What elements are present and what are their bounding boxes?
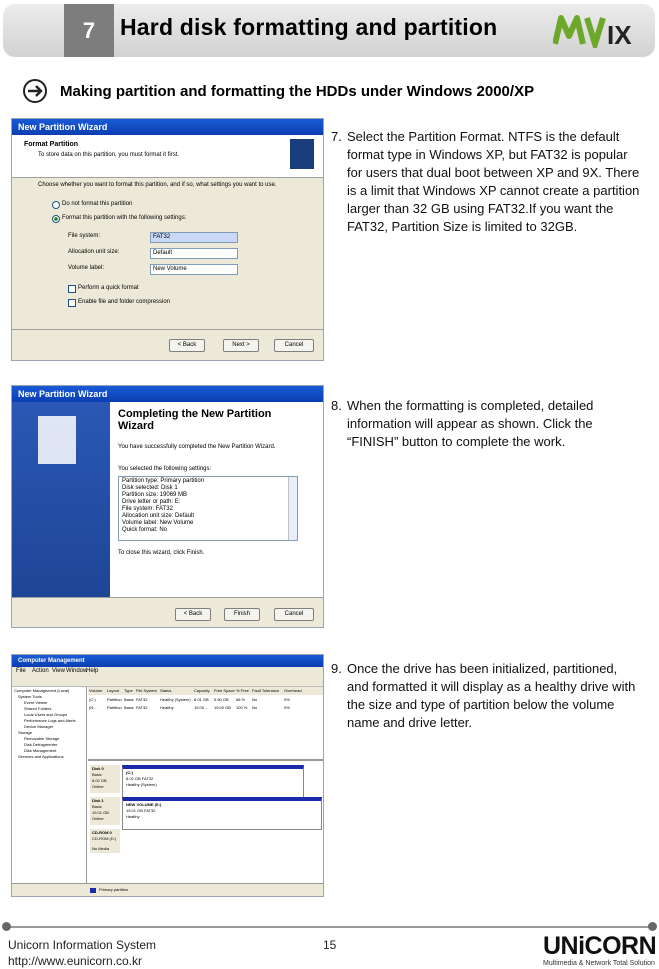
close-note: To close this wizard, click Finish. — [118, 550, 205, 556]
cancel-button[interactable]: Cancel — [274, 339, 314, 352]
setting-item: Disk selected: Disk 1 — [122, 485, 178, 491]
finish-button[interactable]: Finish — [224, 608, 260, 621]
file-system-select[interactable]: FAT32 — [150, 232, 238, 243]
next-button[interactable]: Next > — [223, 339, 259, 352]
no-format-label: Do not format this partition — [62, 201, 133, 207]
menu-file[interactable]: File — [16, 668, 26, 674]
tree-item[interactable]: Device Manager — [24, 724, 54, 729]
volume-label: Volume label: — [68, 265, 105, 271]
step-9 — [331, 660, 641, 732]
setting-item: Allocation unit size: Default — [122, 513, 195, 519]
setting-item: Volume label: New Volume — [122, 520, 194, 526]
table-row[interactable]: (N... Partition Basic FAT32 Healthy 19.00 ... 19.00 GB 100 % No 0% — [89, 705, 290, 710]
tree-item[interactable]: Storage — [18, 730, 33, 735]
tree-item[interactable]: Services and Applications — [18, 754, 64, 759]
legend-bar — [12, 883, 323, 897]
disk-label[interactable]: Disk 1 Basic 19.01 GB Online — [90, 797, 120, 825]
section-title: Making partition and formatting the HDDs under Windows 2000/XP — [60, 83, 535, 100]
column-header[interactable]: Overhead — [284, 688, 302, 693]
menu-window[interactable]: Window — [66, 668, 88, 674]
menu-help[interactable]: Help — [86, 668, 99, 674]
step-number: 9. — [331, 661, 342, 676]
tree-item[interactable]: Event Viewer — [24, 700, 48, 705]
toolbar — [12, 676, 323, 687]
file-system-label: File system: — [68, 233, 101, 239]
tree-item[interactable]: Disk Management — [24, 748, 57, 753]
legend-swatch — [90, 888, 96, 893]
company-name: Unicorn Information System — [8, 938, 157, 952]
tree-item[interactable]: Computer Management (Local) — [14, 688, 70, 693]
setting-item: File system: FAT32 — [122, 506, 173, 512]
no-format-radio[interactable] — [52, 201, 60, 209]
compression-label: Enable file and folder compression — [78, 299, 171, 305]
legend-label: Primary partition — [99, 887, 129, 892]
format-radio[interactable] — [52, 215, 60, 223]
volume-table-header — [88, 687, 323, 695]
alloc-label: Allocation unit size: — [68, 249, 120, 255]
column-header[interactable]: % Free — [236, 688, 249, 693]
column-header[interactable]: Free Space — [214, 688, 235, 693]
company-url[interactable]: http://www.eunicorn.co.kr — [8, 954, 143, 968]
setting-item: Quick format: No — [122, 527, 168, 533]
back-button[interactable]: < Back — [169, 339, 205, 352]
menu-action[interactable]: Action — [32, 668, 49, 674]
window-title: New Partition Wizard — [12, 386, 323, 402]
format-label: Format this partition with the following settings: — [62, 215, 187, 221]
cancel-button[interactable]: Cancel — [274, 608, 314, 621]
back-button[interactable]: < Back — [175, 608, 211, 621]
table-row[interactable]: (C:) Partition Basic FAT32 Healthy (System) 8.01 GB 5.50 GB 68 % No 0% — [89, 697, 290, 702]
menu-view[interactable]: View — [52, 668, 65, 674]
wizard-subheading: To store data on this partition, you must format it first. — [38, 152, 180, 158]
format-partition-screenshot — [11, 118, 324, 361]
footer-rule — [6, 926, 652, 928]
chapter-number: 7 — [64, 4, 114, 57]
disk-stack-icon — [290, 139, 314, 169]
page-number: 15 — [323, 938, 337, 952]
mvix-logo — [553, 14, 643, 48]
column-header[interactable]: Volume — [89, 688, 103, 693]
format-prompt: Choose whether you want to format this partition, and if so, what settings you want to use. — [38, 182, 277, 188]
disk-label[interactable]: Disk 0 Basic 8.02 GB Online — [90, 765, 120, 793]
tree-item[interactable]: Local Users and Groups — [24, 712, 68, 717]
column-header[interactable]: File System — [136, 688, 157, 693]
tree-item[interactable]: System Tools — [18, 694, 42, 699]
disk-label[interactable]: CD-ROM 0 CD-ROM (D:) No Media — [90, 829, 120, 853]
column-header[interactable]: Fault Tolerance — [252, 688, 280, 693]
tree-item[interactable]: Performance Logs and Alerts — [24, 718, 76, 723]
column-header[interactable]: Type — [124, 688, 133, 693]
quick-format-checkbox[interactable] — [68, 285, 76, 293]
setting-item: Drive letter or path: E: — [122, 499, 181, 505]
tree-item[interactable]: Removable Storage — [24, 736, 60, 741]
volume-input[interactable]: New Volume — [150, 264, 238, 275]
alloc-select[interactable]: Default — [150, 248, 238, 259]
unicorn-logo: UNiCORN — [543, 932, 657, 960]
setting-item: Partition size: 19069 MB — [122, 492, 188, 498]
step-text: When the formatting is completed, detailed information will appear as shown. Click the “FINISH” button to complete the work. — [347, 398, 594, 449]
tree-item[interactable]: Shared Folders — [24, 706, 52, 711]
brand-tagline: Multimedia & Network Total Solution — [543, 960, 655, 967]
column-header[interactable]: Layout — [107, 688, 120, 693]
step-text: Once the drive has been initialized, partitioned, and formatted it will display as a healthy drive with the size and type of partition below the volume name and drive letter. — [347, 661, 636, 730]
wizard-banner — [12, 402, 110, 597]
scrollbar[interactable] — [288, 477, 297, 540]
svg-text:IX: IX — [607, 20, 632, 48]
window-title: Computer Management — [12, 655, 323, 667]
page-title: Hard disk formatting and partition — [120, 14, 498, 40]
setting-item: Partition type: Primary partition — [122, 478, 205, 484]
computer-management-screenshot — [11, 654, 324, 897]
step-number: 8. — [331, 398, 342, 413]
footer-dot — [2, 922, 11, 931]
settings-list[interactable] — [118, 476, 298, 541]
tree-item[interactable]: Disk Defragmenter — [24, 742, 58, 747]
window-title: New Partition Wizard — [12, 119, 323, 135]
column-header[interactable]: Capacity — [194, 688, 210, 693]
step-7 — [331, 128, 641, 236]
wizard-heading: Completing the New Partition Wizard — [118, 408, 272, 432]
arrow-circle-icon — [22, 78, 48, 104]
success-text: You have successfully completed the New Partition Wizard. — [118, 444, 276, 450]
step-text: Select the Partition Format. NTFS is the default format type in Windows XP, but FAT32 is popular for users that dual boot between XP and 9X. There is a limit that Windows XP cannot create a partition larger than 32 GB using FAT32.If you want the FAT32, Partition Size is limited to 32GB. — [347, 129, 640, 234]
quick-format-label: Perform a quick format — [78, 285, 139, 291]
wizard-heading: Format Partition — [24, 141, 79, 148]
step-8 — [331, 397, 641, 451]
column-header[interactable]: Status — [160, 688, 172, 693]
selected-text: You selected the following settings: — [118, 466, 212, 472]
compression-checkbox[interactable] — [68, 299, 76, 307]
tree-pane — [12, 687, 87, 883]
completing-wizard-screenshot — [11, 385, 324, 628]
step-number: 7. — [331, 129, 342, 144]
volume-block[interactable]: NEW VOLUME (E:) 19.01 GB FAT32 Healthy — [122, 797, 322, 830]
footer-dot — [648, 922, 657, 931]
volume-block[interactable]: (C:) 8.02 GB FAT32 Healthy (System) — [122, 765, 304, 798]
